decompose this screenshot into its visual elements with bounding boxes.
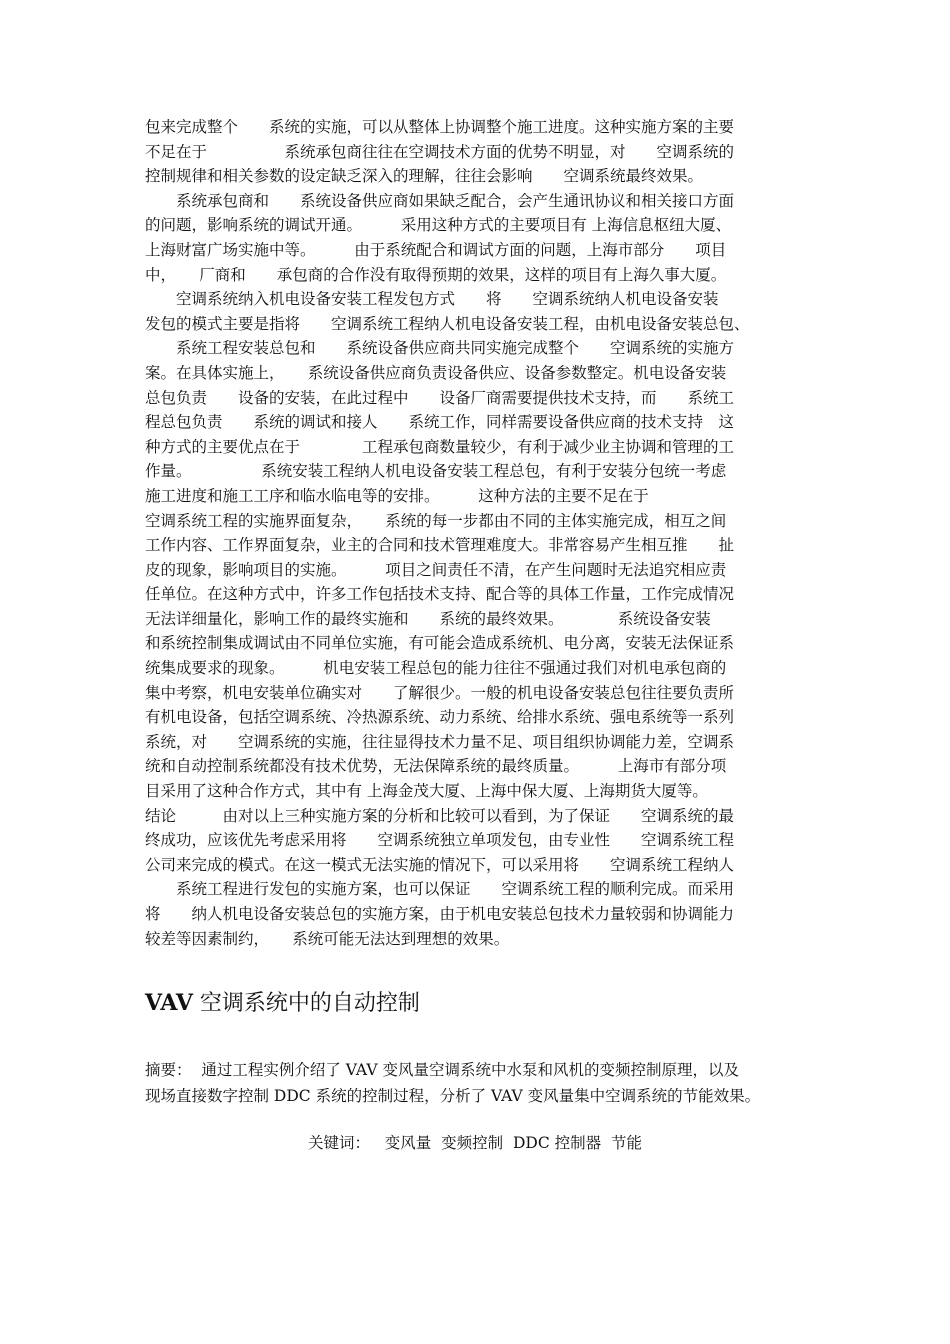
keywords: 关键词： 变风量 变频控制 DDC 控制器 节能 [308, 1134, 642, 1152]
heading-latin: VAV [145, 990, 193, 1016]
body-line: 集中考察，机电安装单位确实对 了解很少。一般的机电设备安装总包往往要负责所 [145, 683, 735, 702]
heading-text: 空调系统中的自动控制 [192, 991, 420, 1016]
body-line: 包来完成整个 系统的实施，可以从整体上协调整个施工进度。这种实施方案的主要 [145, 118, 735, 136]
body-line: 施工进度和施工工序和临水临电等的安排。 这种方法的主要不足在于 [145, 486, 649, 505]
body-line: 程总包负责 系统的调试和接人 系统工作，同样需要设备供应商的技术支持 这 [145, 413, 735, 432]
body-line: 控制规律和相关参数的设定缺乏深入的理解，往往会影响 空调系统最终效果。 [145, 167, 704, 186]
body-line: 有机电设备，包括空调系统、冷热源系统、动力系统、给排水系统、强电系统等一系列 [145, 708, 735, 727]
body-line: 和系统控制集成调试由不同单位实施，有可能会造成系统机、电分离，安装无法保证系 [145, 634, 735, 653]
abstract-line: 摘要： 通过工程实例介绍了 VAV 变风量空调系统中水泵和风机的变频控制原理，以及 [145, 1061, 739, 1079]
body-line: 统集成要求的现象。 机电安装工程总包的能力往往不强通过我们对机电承包商的 [145, 659, 727, 678]
body-line: 种方式的主要优点在于 工程承包商数量较少，有利于减少业主协调和管理的工 [145, 437, 735, 456]
body-line: 案。在具体实施上， 系统设备供应商负责设备供应、设备参数整定。机电设备安装 [145, 363, 727, 382]
body-line: 结论 由对以上三种实施方案的分析和比较可以看到，为了保证 空调系统的最 [145, 806, 735, 825]
body-line: 将 纳人机电设备安装总包的实施方案，由于机电安装总包技术力量较弱和协调能力 [145, 905, 735, 923]
body-line: 较差等因素制约， 系统可能无法达到理想的效果。 [145, 929, 510, 948]
body-line: 任单位。在这种方式中，许多工作包括技术支持、配合等的具体工作量，工作完成情况 [145, 585, 735, 604]
body-line: 统和自动控制系统都没有技术优势，无法保障系统的最终质量。 上海市有部分项 [145, 757, 727, 776]
body-line: 上海财富广场实施中等。 由于系统配合和调试方面的问题，上海市部分 项目 [145, 240, 727, 259]
body-line: 系统，对 空调系统的实施，往往显得技术力量不足、项目组织协调能力差，空调系 [145, 732, 735, 751]
body-line: 发包的模式主要是指将 空调系统工程纳人机电设备安装工程，由机电设备安装总包、 [145, 314, 750, 333]
body-line: 公司来完成的模式。在这一模式无法实施的情况下，可以采用将 空调系统工程纳人 [145, 855, 735, 874]
body-line: 空调系统工程的实施界面复杂， 系统的每一步都由不同的主体实施完成，相互之间 [145, 511, 727, 530]
body-line: 系统工程进行发包的实施方案，也可以保证 空调系统工程的顺利完成。而采用 [145, 880, 735, 899]
body-line: 空调系统纳入机电设备安装工程发包方式 将 空调系统纳人机电设备安装 [145, 290, 719, 309]
body-line: 的问题，影响系统的调试开通。 采用这种方式的主要项目有 上海信息枢纽大厦、 [145, 216, 732, 235]
section-heading [145, 988, 420, 1019]
body-line: 总包负责 设备的安装，在此过程中 设备厂商需要提供技术支持，而 系统工 [145, 388, 735, 407]
body-line: 目采用了这种合作方式，其中有 上海金茂大厦、上海中保大厦、上海期货大厦等。 [145, 782, 708, 801]
body-line: 无法详细量化，影响工作的最终实施和 系统的最终效果。 系统设备安装 [145, 609, 711, 628]
body-line: 中， 厂商和 承包商的合作没有取得预期的效果，这样的项目有上海久事大厦。 [145, 265, 727, 284]
abstract [145, 1057, 825, 1109]
body-line: 系统工程安装总包和 系统设备供应商共同实施完成整个 空调系统的实施方 [145, 339, 735, 358]
body-line: 终成功，应该优先考虑采用将 空调系统独立单项发包，由专业性 空调系统工程 [145, 831, 735, 850]
abstract-line: 现场直接数字控制 DDC 系统的控制过程，分析了 VAV 变风量集中空调系统的节能效果。 [145, 1087, 761, 1105]
body-line: 系统承包商和 系统设备供应商如果缺乏配合，会产生通讯协议和相关接口方面 [145, 191, 735, 210]
body-line: 作量。 系统安装工程纳人机电设备安装工程总包，有利于安装分包统一考虑 [145, 462, 727, 481]
body-text [145, 115, 815, 951]
body-line: 皮的现象，影响项目的实施。 项目之间责任不清，在产生问题时无法追究相应责 [145, 560, 727, 579]
body-line: 工作内容、工作界面复杂，业主的合同和技术管理难度大。非常容易产生相互推 扯 [145, 536, 735, 555]
body-line: 不足在于 系统承包商往往在空调技术方面的优势不明显，对 空调系统的 [145, 142, 735, 161]
